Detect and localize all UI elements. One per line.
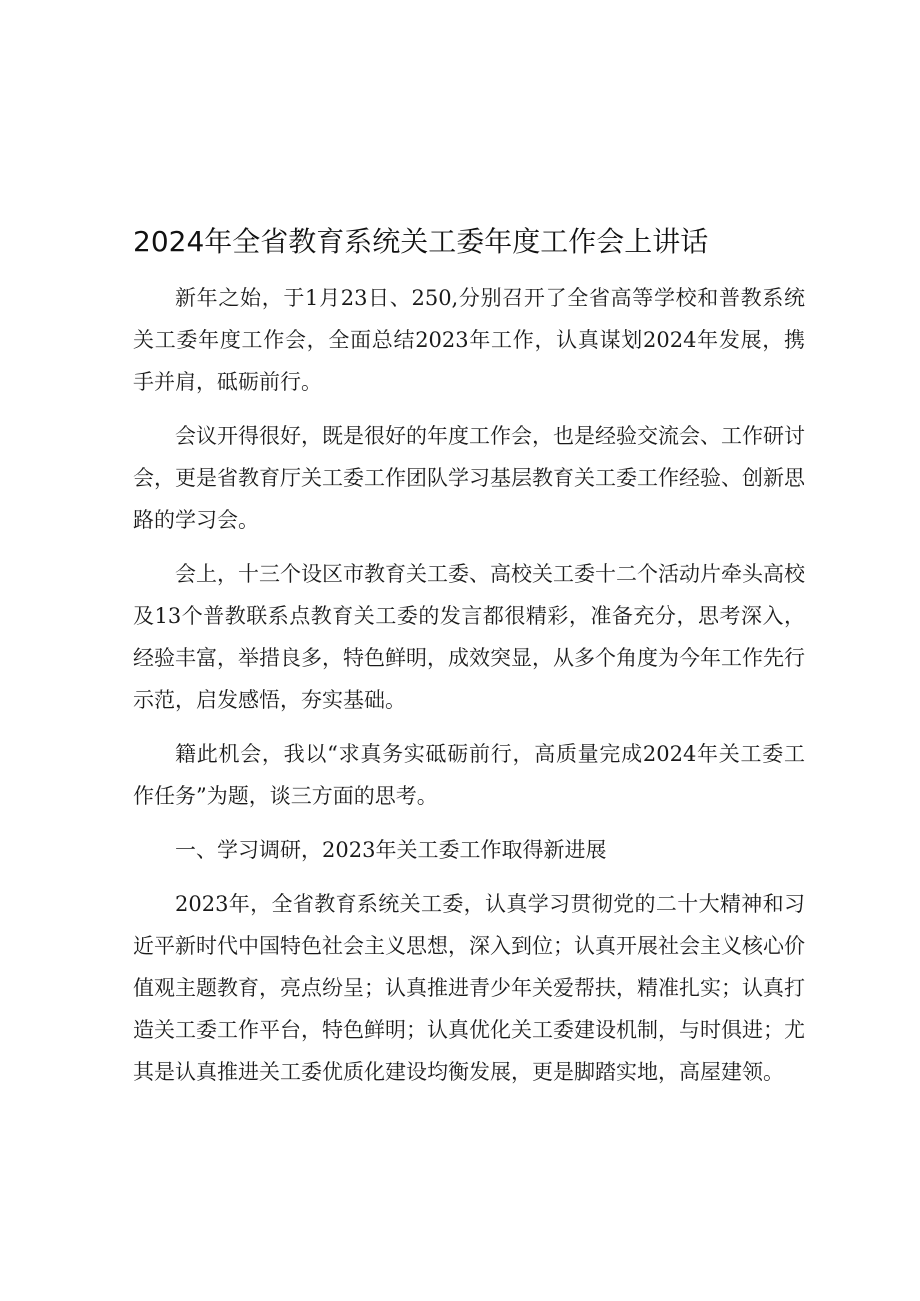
section-heading: 一、学习调研，2023年关工委工作取得新进展	[175, 838, 607, 862]
paragraph-1: 新年之始，于1月23日、250,分别召开了全省高等学校和普教系统关工委年度工作会，全面总结2023年工作，认真谋划2024年发展，携手并肩，砥砺前行。	[133, 286, 805, 394]
paragraph-4: 籍此机会，我以“求真务实砥砺前行，高质量完成2024年关工委工作任务”为题，谈三方面的思考。	[133, 742, 805, 808]
section-paragraph: 2023年，全省教育系统关工委，认真学习贯彻党的二十大精神和习近平新时代中国特色社会主义思想，深入到位；认真开展社会主义核心价值观主题教育，亮点纷呈；认真推进青少年关爱帮扶，精准扎实；认真打造关工委工作平台，特色鲜明；认真优化关工委建设机制，与时俱进；尤其是认真推进关工委优质化建设均衡发展，更是脚踏实地，高屋建领。	[133, 892, 805, 1084]
document-body	[133, 277, 805, 1105]
paragraph-3: 会上，十三个设区市教育关工委、高校关工委十二个活动片牵头高校及13个普教联系点教育关工委的发言都很精彩，准备充分，思考深入，经验丰富，举措良多，特色鲜明，成效突显，从多个角度为今年工作先行示范，启发感悟，夯实基础。	[133, 562, 805, 712]
paragraph-2: 会议开得很好，既是很好的年度工作会，也是经验交流会、工作研讨会，更是省教育厅关工委工作团队学习基层教育关工委工作经验、创新思路的学习会。	[133, 424, 805, 532]
document-title: 2024年全省教育系统关工委年度工作会上讲话	[133, 225, 709, 258]
